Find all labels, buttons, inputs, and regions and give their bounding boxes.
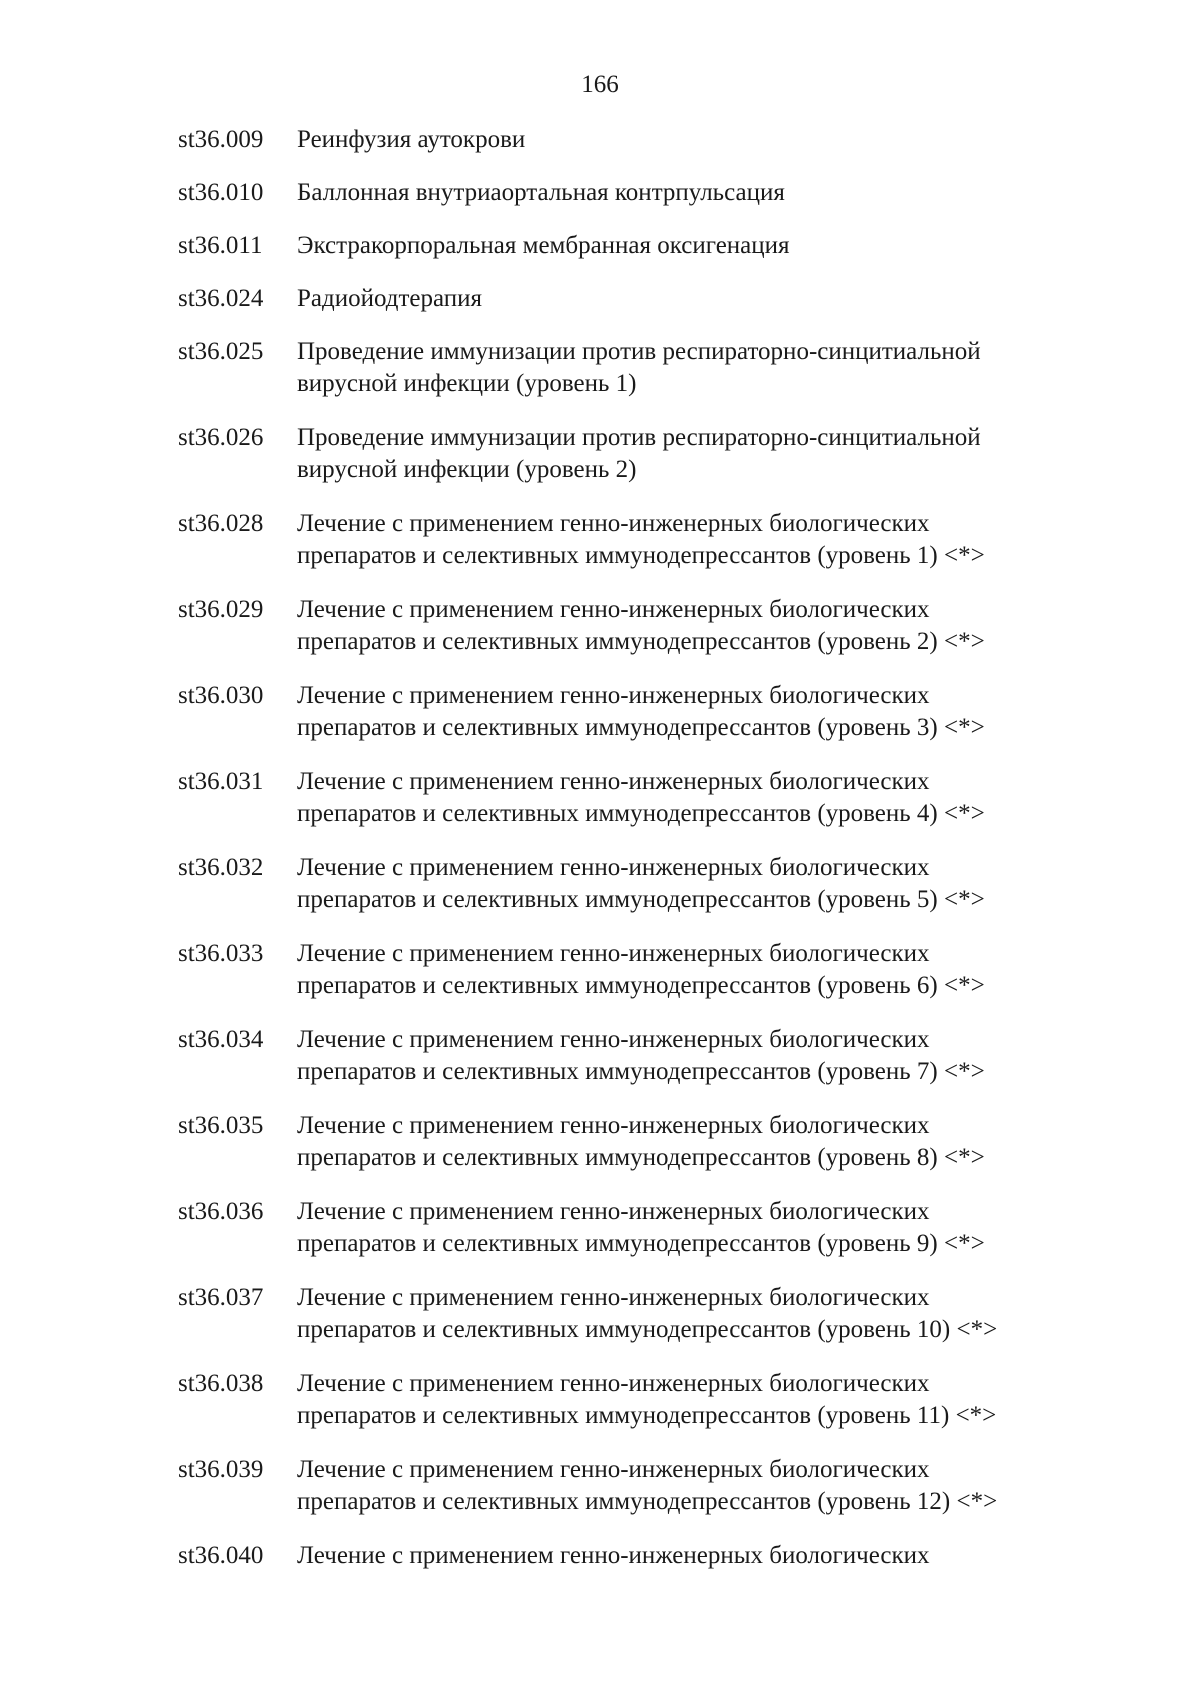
entry-title-line: Лечение с применением генно-инженерных биологических xyxy=(297,1112,930,1139)
entry-code: st36.033 xyxy=(178,940,264,967)
entry-title-line: препаратов и селективных иммунодепрессантов (уровень 7) <*> xyxy=(297,1058,985,1085)
entry-code: st36.010 xyxy=(178,179,264,206)
entry-row xyxy=(178,1110,1098,1174)
entry-title-line: препаратов и селективных иммунодепрессантов (уровень 6) <*> xyxy=(297,972,985,999)
entry-title-line: Баллонная внутриаортальная контрпульсация xyxy=(297,179,785,206)
entry-title-line: препаратов и селективных иммунодепрессантов (уровень 5) <*> xyxy=(297,886,985,913)
entry-title xyxy=(297,230,1098,262)
entry-title-line: Лечение с применением генно-инженерных биологических xyxy=(297,1026,930,1053)
entry-title xyxy=(297,1454,1098,1518)
entry-title-line: препаратов и селективных иммунодепрессантов (уровень 8) <*> xyxy=(297,1144,985,1171)
entry-list xyxy=(178,124,1098,1572)
entry-title xyxy=(297,852,1098,916)
entry-row xyxy=(178,594,1098,658)
entry-title-line: Лечение с применением генно-инженерных биологических xyxy=(297,596,930,623)
entry-title-line: препаратов и селективных иммунодепрессантов (уровень 4) <*> xyxy=(297,800,985,827)
entry-code: st36.009 xyxy=(178,126,264,153)
entry-row xyxy=(178,177,1098,209)
entry-row xyxy=(178,230,1098,262)
entry-row xyxy=(178,1282,1098,1346)
entry-title xyxy=(297,594,1098,658)
entry-code: st36.034 xyxy=(178,1026,264,1053)
entry-code: st36.032 xyxy=(178,854,264,881)
entry-row xyxy=(178,766,1098,830)
entry-title-line: Лечение с применением генно-инженерных биологических xyxy=(297,1542,930,1569)
entry-title xyxy=(297,124,1098,156)
entry-row xyxy=(178,283,1098,315)
entry-title xyxy=(297,1110,1098,1174)
entry-code: st36.024 xyxy=(178,285,264,312)
entry-title xyxy=(297,283,1098,315)
entry-title-line: вирусной инфекции (уровень 1) xyxy=(297,370,637,397)
entry-title-line: Лечение с применением генно-инженерных биологических xyxy=(297,1284,930,1311)
entry-row xyxy=(178,938,1098,1002)
entry-code: st36.011 xyxy=(178,232,263,259)
entry-code: st36.029 xyxy=(178,596,264,623)
entry-code: st36.028 xyxy=(178,510,264,537)
entry-title-line: препаратов и селективных иммунодепрессантов (уровень 3) <*> xyxy=(297,714,985,741)
entry-row xyxy=(178,1368,1098,1432)
entry-code: st36.035 xyxy=(178,1112,264,1139)
entry-row xyxy=(178,1024,1098,1088)
entry-title-line: Лечение с применением генно-инженерных биологических xyxy=(297,682,930,709)
entry-title xyxy=(297,422,1098,486)
entry-title-line: Лечение с применением генно-инженерных биологических xyxy=(297,1198,930,1225)
entry-row xyxy=(178,852,1098,916)
entry-title-line: Проведение иммунизации против респираторно-синцитиальной xyxy=(297,424,981,451)
entry-title xyxy=(297,1196,1098,1260)
entry-title-line: Лечение с применением генно-инженерных биологических xyxy=(297,940,930,967)
entry-code: st36.038 xyxy=(178,1370,264,1397)
entry-code: st36.026 xyxy=(178,424,264,451)
entry-row xyxy=(178,508,1098,572)
entry-title xyxy=(297,1282,1098,1346)
entry-code: st36.037 xyxy=(178,1284,264,1311)
entry-title xyxy=(297,1540,1098,1572)
entry-title-line: вирусной инфекции (уровень 2) xyxy=(297,456,637,483)
entry-row xyxy=(178,124,1098,156)
entry-title-line: препаратов и селективных иммунодепрессантов (уровень 9) <*> xyxy=(297,1230,985,1257)
entry-title-line: Лечение с применением генно-инженерных биологических xyxy=(297,768,930,795)
page-number: 166 xyxy=(581,71,619,98)
entry-title-line: препаратов и селективных иммунодепрессантов (уровень 11) <*> xyxy=(297,1402,997,1429)
entry-title xyxy=(297,336,1098,400)
entry-title-line: Реинфузия аутокрови xyxy=(297,126,526,153)
entry-title-line: Лечение с применением генно-инженерных биологических xyxy=(297,854,930,881)
entry-row xyxy=(178,1454,1098,1518)
entry-row xyxy=(178,680,1098,744)
entry-title xyxy=(297,680,1098,744)
entry-code: st36.040 xyxy=(178,1542,264,1569)
entry-code: st36.025 xyxy=(178,338,264,365)
entry-title xyxy=(297,508,1098,572)
entry-row xyxy=(178,422,1098,486)
entry-title-line: препаратов и селективных иммунодепрессантов (уровень 12) <*> xyxy=(297,1488,998,1515)
entry-code: st36.036 xyxy=(178,1198,264,1225)
entry-title-line: препаратов и селективных иммунодепрессантов (уровень 10) <*> xyxy=(297,1316,998,1343)
entry-title xyxy=(297,1024,1098,1088)
entry-row xyxy=(178,1196,1098,1260)
entry-row xyxy=(178,336,1098,400)
entry-title-line: Проведение иммунизации против респираторно-синцитиальной xyxy=(297,338,981,365)
entry-title-line: Радиойодтерапия xyxy=(297,285,483,312)
entry-code: st36.030 xyxy=(178,682,264,709)
entry-title-line: Лечение с применением генно-инженерных биологических xyxy=(297,1456,930,1483)
entry-title xyxy=(297,938,1098,1002)
entry-title xyxy=(297,766,1098,830)
entry-row xyxy=(178,1540,1098,1572)
entry-title xyxy=(297,177,1098,209)
entry-code: st36.031 xyxy=(178,768,264,795)
entry-title xyxy=(297,1368,1098,1432)
entry-code: st36.039 xyxy=(178,1456,264,1483)
entry-title-line: препаратов и селективных иммунодепрессантов (уровень 1) <*> xyxy=(297,542,985,569)
entry-title-line: препаратов и селективных иммунодепрессантов (уровень 2) <*> xyxy=(297,628,985,655)
entry-title-line: Лечение с применением генно-инженерных биологических xyxy=(297,510,930,537)
entry-title-line: Лечение с применением генно-инженерных биологических xyxy=(297,1370,930,1397)
entry-title-line: Экстракорпоральная мембранная оксигенация xyxy=(297,232,790,259)
